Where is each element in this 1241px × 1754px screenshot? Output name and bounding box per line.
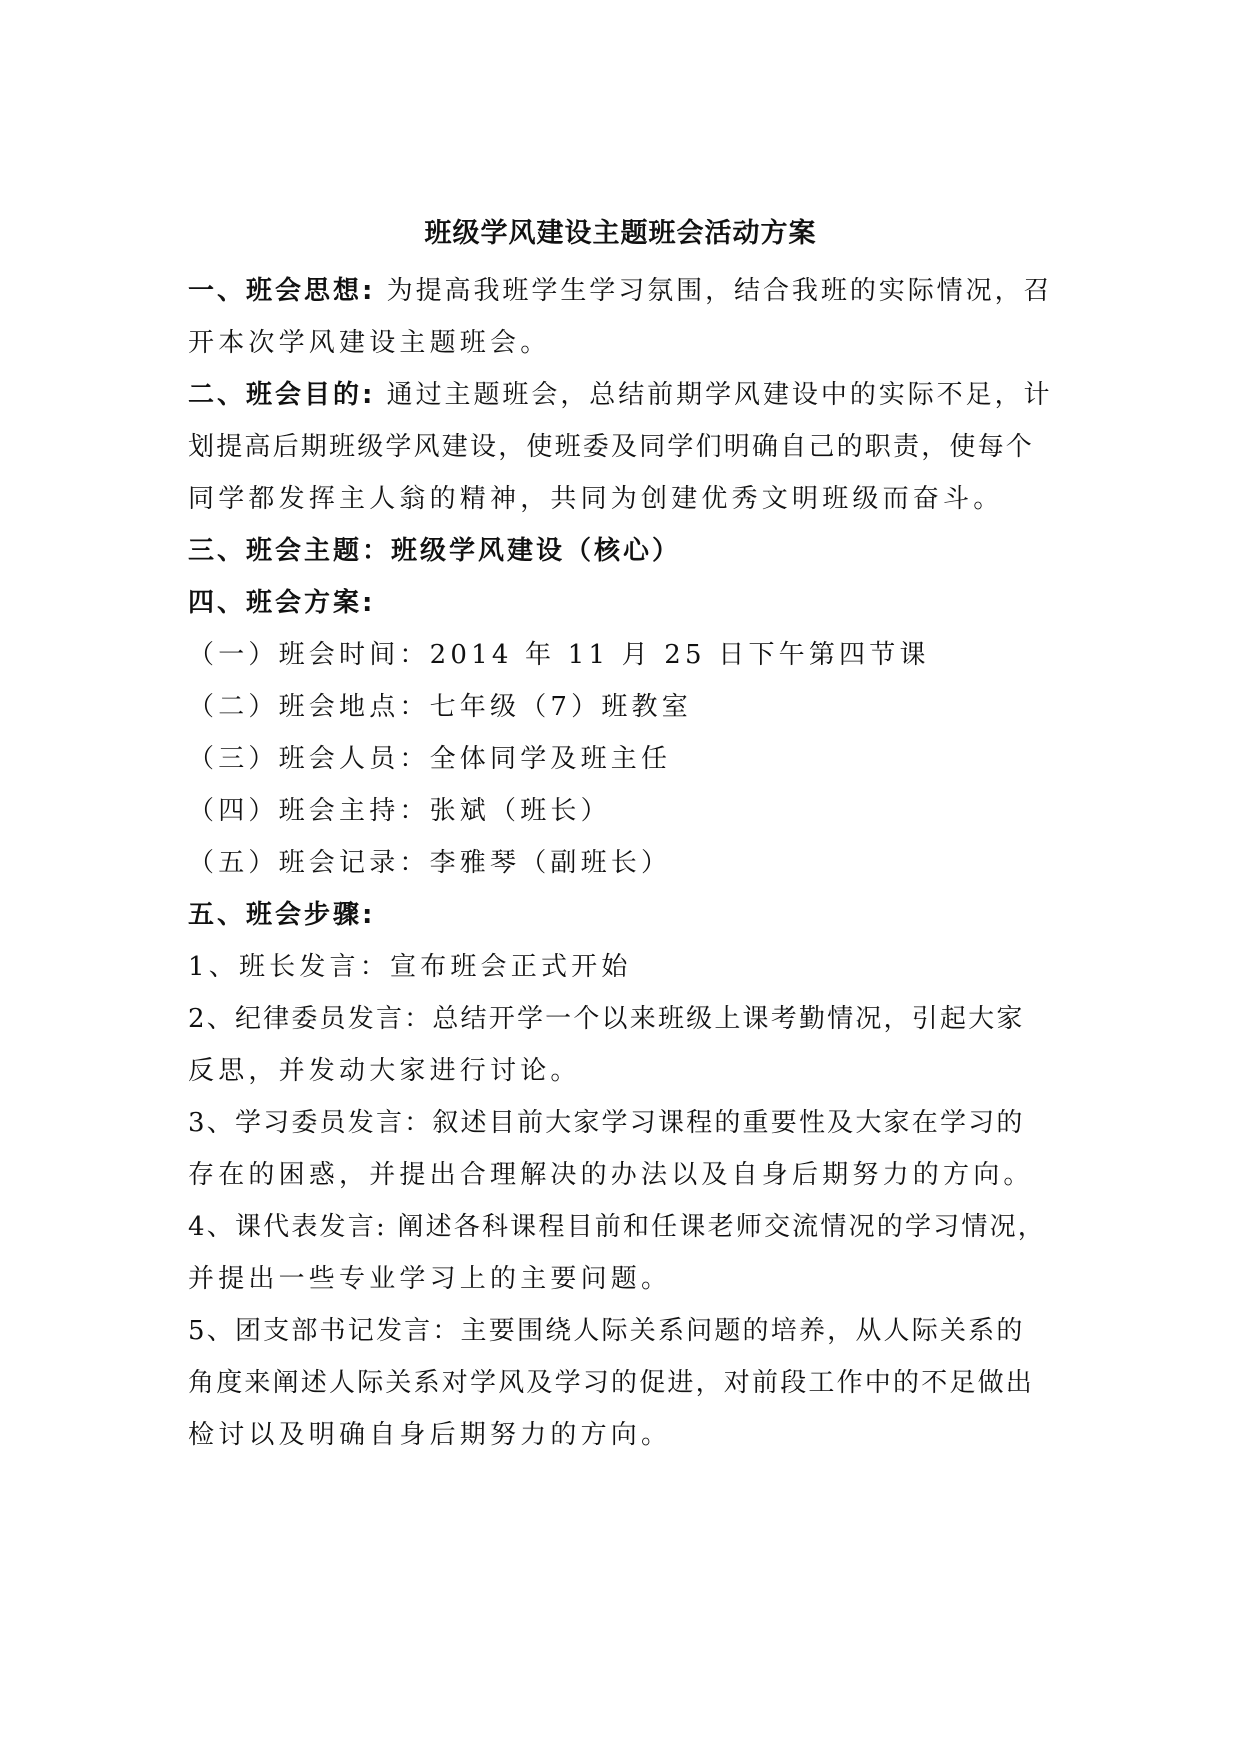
- plan-item-location: （二）班会地点：七年级（7）班教室: [188, 692, 692, 722]
- step-1: 1、班长发言：宣布班会正式开始: [188, 952, 632, 982]
- step-2-line-1: 2、纪律委员发言：总结开学一个以来班级上课考勤情况，引起大家: [188, 1004, 1025, 1034]
- section-1-heading: 一、班会思想:: [188, 276, 376, 306]
- section-1-line-2: 开本次学风建设主题班会。: [188, 328, 551, 358]
- section-2-line-2: 划提高后期班级学风建设，使班委及同学们明确自己的职责，使每个: [188, 432, 1035, 462]
- section-2-line-1: [188, 369, 1054, 421]
- section-2-line-3: 同学都发挥主人翁的精神，共同为创建优秀文明班级而奋斗。: [188, 484, 1004, 514]
- page-title: 班级学风建设主题班会活动方案: [424, 218, 817, 249]
- step-3-line-2: 存在的困惑，并提出合理解决的办法以及自身后期努力的方向。: [188, 1160, 1034, 1190]
- section-1-text: 为提高我班学生学习氛围，结合我班的实际情况，召: [386, 276, 1053, 306]
- section-5-heading: 五、班会步骤:: [188, 900, 376, 930]
- section-4-heading: 四、班会方案:: [188, 588, 376, 618]
- step-5-line-3: 检讨以及明确自身后期努力的方向。: [188, 1420, 672, 1450]
- plan-item-host: （四）班会主持：张斌（班长）: [188, 796, 611, 826]
- plan-item-attendees: （三）班会人员：全体同学及班主任: [188, 744, 672, 774]
- document-body: [188, 265, 1054, 1461]
- plan-item-recorder: （五）班会记录：李雅琴（副班长）: [188, 848, 672, 878]
- section-3-heading: 三、班会主题：班级学风建设（核心）: [188, 536, 682, 566]
- step-5-line-1: 5、团支部书记发言：主要围绕人际关系问题的培养，从人际关系的: [188, 1316, 1025, 1346]
- section-3-line: [188, 525, 1054, 577]
- step-3-line-1: 3、学习委员发言：叙述目前大家学习课程的重要性及大家在学习的: [188, 1108, 1025, 1138]
- section-4-line: [188, 577, 1054, 629]
- section-2-text: 通过主题班会，总结前期学风建设中的实际不足，计: [386, 380, 1053, 410]
- step-4-line-2: 并提出一些专业学习上的主要问题。: [188, 1264, 672, 1294]
- step-2-line-2: 反思，并发动大家进行讨论。: [188, 1056, 581, 1086]
- section-5-line: [188, 889, 1054, 941]
- plan-item-time: （一）班会时间：2014 年 11 月 25 日下午第四节课: [188, 640, 930, 670]
- step-5-line-2: 角度来阐述人际关系对学风及学习的促进，对前段工作中的不足做出: [188, 1368, 1035, 1398]
- step-4-line-1: 4、课代表发言: 阐述各科课程目前和任课老师交流情况的学习情况，: [188, 1212, 1046, 1242]
- section-2-heading: 二、班会目的:: [188, 380, 376, 410]
- section-1-line-1: [188, 265, 1054, 317]
